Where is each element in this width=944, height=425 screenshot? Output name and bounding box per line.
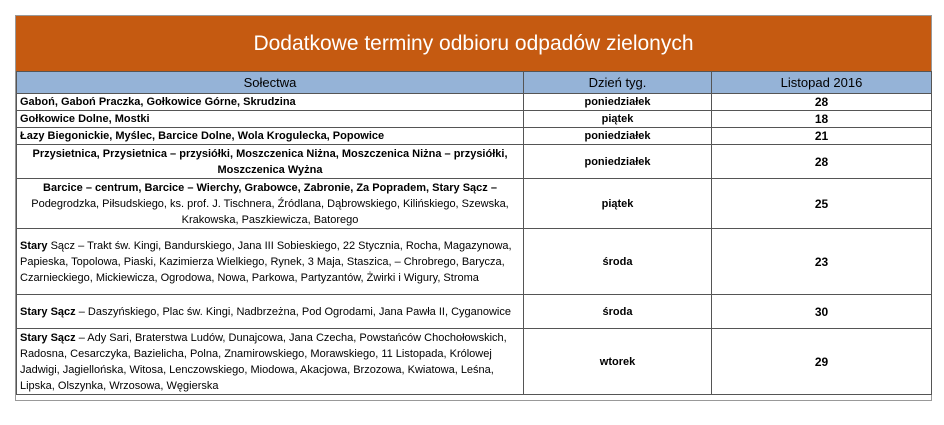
villages-bold: Stary Sącz: [20, 331, 76, 344]
date-cell: 29: [712, 329, 932, 395]
day-cell: środa: [524, 229, 712, 295]
villages-cell: [17, 229, 524, 295]
villages-cell: [17, 179, 524, 229]
date-cell: 23: [712, 229, 932, 295]
villages-bold: Stary Sącz: [20, 305, 76, 318]
villages-rest: Sącz – Trakt św. Kingi, Bandurskiego, Jana III Sobieskiego, 22 Stycznia, Rocha, Magazynowa, Papieska, Topolowa, Piaski, Kazimierza Wielkiego, Rynek, 3 Maja, Staszica, – Chrobrego, Barycza, Czarnieckiego, Mickiewicza, Ogrodowa, Nowa, Parkowa, Partyzantów, Żwirki i Wigury, Stroma: [20, 239, 512, 284]
villages-rest: – Ady Sari, Braterstwa Ludów, Dunajcowa, Jana Czecha, Powstańców Chochołowskich, Radosna, Cesarczyka, Bazielicha, Polna, Znamirowskiego, Morawskiego, 11 Listopada, Królowej Jadwigi, Jagiellońska, Witosa, Lenczowskiego, Miodowa, Akacjowa, Brzozowa, Kwiatowa, Leśna, Lipska, Olszynka, Wrzosowa, Węgierska: [20, 331, 507, 392]
page-title: Dodatkowe terminy odbioru odpadów zielonych: [16, 16, 931, 71]
villages-bold: Przysietnica, Przysietnica – przysiółki, Moszczenica Niżna, Moszczenica Niżna – przysiółki, Moszczenica Wyżna: [32, 147, 508, 176]
column-header-villages: Sołectwa: [17, 72, 524, 94]
villages-cell: [17, 145, 524, 179]
villages-bold: Barcice – centrum, Barcice – Wierchy, Grabowce, Zabronie, Za Popradem, Stary Sącz –: [43, 181, 497, 194]
villages-rest: – Daszyńskiego, Plac św. Kingi, Nadbrzeżna, Pod Ogrodami, Jana Pawła II, Cyganowice: [75, 305, 511, 318]
column-header-date: Listopad 2016: [712, 72, 932, 94]
date-cell: 28: [712, 94, 932, 111]
villages-cell: [17, 94, 524, 111]
villages-cell: [17, 295, 524, 329]
day-cell: poniedziałek: [524, 94, 712, 111]
table-row: [17, 295, 932, 329]
table-row: [17, 145, 932, 179]
day-cell: środa: [524, 295, 712, 329]
date-cell: 28: [712, 145, 932, 179]
day-cell: poniedziałek: [524, 128, 712, 145]
date-cell: 25: [712, 179, 932, 229]
villages-cell: [17, 329, 524, 395]
table-header: [17, 72, 932, 94]
table-row: [17, 111, 932, 128]
column-header-day: Dzień tyg.: [524, 72, 712, 94]
date-cell: 18: [712, 111, 932, 128]
table-row: [17, 128, 932, 145]
schedule-table: [16, 71, 932, 395]
villages-bold: Stary: [20, 239, 48, 252]
villages-cell: [17, 128, 524, 145]
table-row: [17, 94, 932, 111]
date-cell: 21: [712, 128, 932, 145]
table-row: [17, 179, 932, 229]
villages-bold: Łazy Biegonickie, Myślec, Barcice Dolne, Wola Krogulecka, Popowice: [20, 130, 385, 142]
day-cell: piątek: [524, 179, 712, 229]
table-row: [17, 329, 932, 395]
villages-bold: Gołkowice Dolne, Mostki: [20, 113, 150, 125]
villages-rest: Podegrodzka, Piłsudskiego, ks. prof. J. Tischnera, Źródlana, Dąbrowskiego, Kilińskiego, Szewska, Krakowska, Paszkiewicza, Batorego: [31, 197, 509, 226]
table-row: [17, 229, 932, 295]
villages-cell: [17, 111, 524, 128]
day-cell: piątek: [524, 111, 712, 128]
day-cell: wtorek: [524, 329, 712, 395]
date-cell: 30: [712, 295, 932, 329]
day-cell: poniedziałek: [524, 145, 712, 179]
villages-bold: Gaboń, Gaboń Praczka, Gołkowice Górne, Skrudzina: [20, 96, 296, 108]
